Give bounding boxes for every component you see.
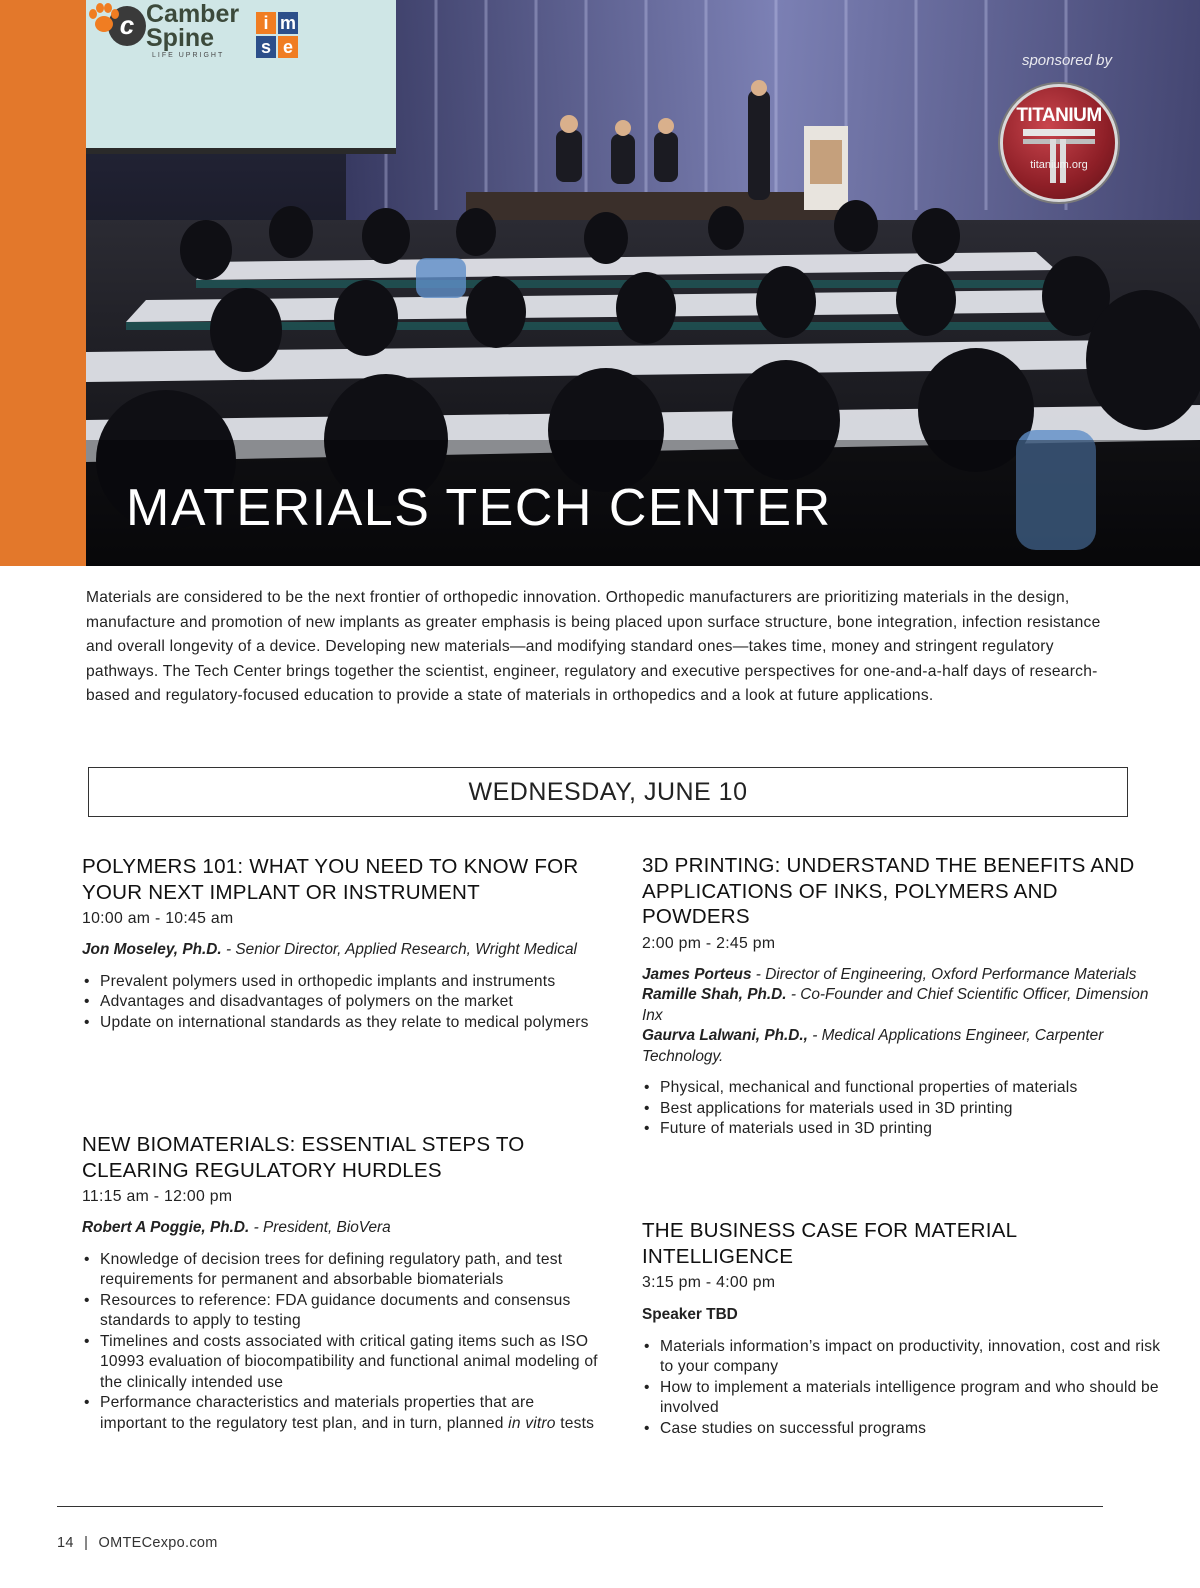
sponsor-logo-bar <box>1023 139 1095 144</box>
accent-bar <box>0 0 86 566</box>
imse-logo <box>256 12 300 72</box>
bullet-item: • Materials information’s impact on productivity, innovation, cost and risk to your company <box>642 1337 1162 1378</box>
session-bullets <box>642 1078 1162 1140</box>
session-3d-printing <box>642 853 1162 1140</box>
page-title: MATERIALS TECH CENTER <box>126 479 832 537</box>
page-number: 14 <box>57 1535 74 1551</box>
camber-logo-tagline: LIFE UPRIGHT <box>152 52 225 59</box>
imse-letter: i <box>256 12 276 34</box>
speaker-entry <box>642 965 1162 986</box>
bullet-item: • Case studies on successful programs <box>642 1419 1162 1440</box>
session-title: THE BUSINESS CASE FOR MATERIAL INTELLIGENCE <box>642 1219 1017 1268</box>
session-bullets <box>82 1250 602 1435</box>
session-time: 3:15 pm - 4:00 pm <box>642 1274 776 1292</box>
bullet-item: • Advantages and disadvantages of polymers on the market <box>82 992 602 1013</box>
speaker-entry <box>642 985 1162 1026</box>
session-title: 3D PRINTING: UNDERSTAND THE BENEFITS AND APPLICATIONS OF INKS, POLYMERS AND POWDERS <box>642 854 1135 929</box>
speaker-name: James Porteus <box>642 965 752 983</box>
bullet-item <box>82 1393 602 1434</box>
speaker-name: Ramille Shah, Ph.D. <box>642 986 787 1004</box>
paw-icon <box>86 0 122 36</box>
footer-separator: | <box>84 1535 89 1551</box>
footer-divider <box>57 1506 1103 1507</box>
session-bullets <box>82 972 602 1034</box>
sponsor-logo-bar <box>1023 129 1095 136</box>
imse-letter: e <box>278 36 298 58</box>
imse-letter: s <box>256 36 276 58</box>
session-new-biomaterials <box>82 1132 602 1434</box>
session-speakers <box>642 965 1162 1068</box>
speaker-role: - Senior Director, Applied Research, Wright Medical <box>221 941 577 959</box>
speaker-name: Speaker TBD <box>642 1306 738 1324</box>
session-bullets <box>642 1337 1162 1440</box>
bullet-item: • How to implement a materials intelligence program and who should be involved <box>642 1378 1162 1419</box>
bullet-item: • Timelines and costs associated with critical gating items such as ISO 10993 evaluation of biocompatibility and functional animal modeling of the clinically intended use <box>82 1332 602 1394</box>
session-time: 2:00 pm - 2:45 pm <box>642 934 776 952</box>
sponsor-url: titanium.org <box>1030 159 1088 171</box>
session-title: POLYMERS 101: WHAT YOU NEED TO KNOW FOR YOUR NEXT IMPLANT OR INSTRUMENT <box>82 855 579 904</box>
speaker-name: Gaurva Lalwani, Ph.D., <box>642 1027 808 1045</box>
sponsor-label: sponsored by <box>1021 52 1112 69</box>
speaker-name: Jon Moseley, Ph.D. <box>82 941 222 959</box>
session-business-case <box>642 1218 1162 1439</box>
speaker-role: - Director of Engineering, Oxford Performance Materials <box>751 965 1137 983</box>
bullet-text: tests <box>555 1414 595 1432</box>
page-footer <box>57 1535 218 1551</box>
speaker-name: Robert A Poggie, Ph.D. <box>82 1219 250 1237</box>
bullet-item: • Future of materials used in 3D printing <box>642 1119 1162 1140</box>
session-title: NEW BIOMATERIALS: ESSENTIAL STEPS TO CLEARING REGULATORY HURDLES <box>82 1133 525 1182</box>
session-speakers <box>82 1218 602 1239</box>
bullet-item: • Knowledge of decision trees for defining regulatory path, and test requirements for permanent and absorbable biomaterials <box>82 1250 602 1291</box>
bullet-text: Performance characteristics and materials properties that are important to the regulatory test plan, and in turn, planned <box>100 1394 535 1432</box>
camber-logo-text: Camber Spine <box>146 0 240 52</box>
bullet-item: • Update on international standards as they relate to medical polymers <box>82 1013 602 1034</box>
camber-spine-logo <box>102 0 252 60</box>
session-time: 10:00 am - 10:45 am <box>82 910 234 928</box>
hero-photo <box>86 0 1200 566</box>
bullet-item: • Resources to reference: FDA guidance documents and consensus standards to apply to testing <box>82 1291 602 1332</box>
speaker-role: - Medical Applications Engineer, Carpenter Technology. <box>642 1027 1104 1065</box>
speaker-entry <box>642 1026 1162 1067</box>
session-speakers <box>82 940 602 961</box>
speaker-role: - President, BioVera <box>249 1219 391 1237</box>
bullet-italic-text: in vitro <box>508 1414 556 1432</box>
footer-site-link[interactable]: OMTECexpo.com <box>98 1535 218 1551</box>
bullet-item: • Physical, mechanical and functional properties of materials <box>642 1078 1162 1099</box>
bullet-item: • Best applications for materials used in 3D printing <box>642 1099 1162 1120</box>
speaker-role: - Co-Founder and Chief Scientific Officer, Dimension Inx <box>642 986 1149 1024</box>
session-time: 11:15 am - 12:00 pm <box>82 1188 233 1206</box>
titanium-sponsor-logo <box>1000 84 1118 202</box>
imse-letter: m <box>279 13 296 33</box>
intro-paragraph: Materials are considered to be the next frontier of orthopedic innovation. Orthopedic manufacturers are prioritizing materials in the design, manufacture and promotion of new implants as greater emphasis is being placed upon surface structure, bone integration, infection resistance and overall longevity of a device. Developing new materials—and modifying standard ones—takes time, money and stringent regulatory pathways. The Tech Center brings together the scientist, engineer, regulatory and executive perspectives for one-and-a-half days of research-based and regulatory-focused education to provide a state of materials in orthopedics and a look at future applications. <box>86 589 1101 704</box>
session-polymers-101 <box>82 854 602 1033</box>
sponsor-name: TITANIUM <box>1016 105 1102 126</box>
day-header: WEDNESDAY, JUNE 10 <box>88 767 1128 817</box>
bullet-item: • Prevalent polymers used in orthopedic implants and instruments <box>82 972 602 993</box>
camber-mark-icon: c <box>108 6 146 46</box>
